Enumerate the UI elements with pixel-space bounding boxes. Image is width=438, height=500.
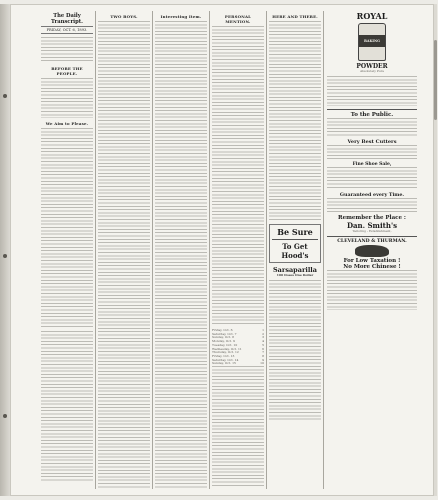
column-rule xyxy=(323,11,324,489)
text-block xyxy=(327,118,417,136)
schedule-number: 6 xyxy=(262,346,264,351)
text-block xyxy=(41,37,93,63)
be-sure-heading: Be Sure xyxy=(277,227,313,237)
schedule-number: 1 xyxy=(262,328,264,332)
schedule-number: 10 xyxy=(260,361,264,366)
column-heading: We Aim to Please. xyxy=(45,121,89,126)
schedule-date: Sunday, Oct. 8 xyxy=(212,335,234,340)
schedule-date: Monday, Oct. 9 xyxy=(212,339,235,344)
tailoring-line: Tailoring - Establishment, xyxy=(352,228,392,233)
column-1 xyxy=(41,11,93,489)
text-block xyxy=(327,167,417,189)
absolutely-pure-line: Absolutely Pure xyxy=(359,69,385,73)
schedule-date: Sunday, Oct. 15 xyxy=(212,361,236,366)
dan-smith-heading: Dan. Smith's xyxy=(346,220,398,230)
schedule-date: Tuesday, Oct. 10 xyxy=(212,342,238,347)
column-3 xyxy=(155,11,207,489)
schedule-number: 3 xyxy=(262,335,264,340)
text-block xyxy=(327,145,417,159)
ad-divider xyxy=(327,109,417,110)
text-block xyxy=(212,366,264,486)
text-block xyxy=(327,198,417,212)
text-block xyxy=(269,21,321,221)
hoods-ad xyxy=(269,224,321,263)
remember-heading: Remember the Place : xyxy=(338,214,406,221)
royal-heading: ROYAL xyxy=(356,11,388,21)
masthead: The Daily Transcript. xyxy=(51,13,83,25)
schedule-date: Saturday, Oct. 14 xyxy=(212,357,239,362)
guarantee-line: Guaranteed every Time. xyxy=(339,191,405,198)
schedule-number: 7 xyxy=(262,350,264,355)
powder-heading: POWDER xyxy=(356,63,388,70)
column-2 xyxy=(98,11,150,489)
can-label: BAKING xyxy=(363,39,381,43)
text-block xyxy=(327,76,417,106)
schedule-list xyxy=(212,329,264,366)
text-block xyxy=(212,26,264,326)
column-rule xyxy=(95,11,96,489)
baking-powder-can-icon xyxy=(358,23,386,61)
schedule-number: 5 xyxy=(262,342,264,347)
text-block xyxy=(98,21,150,489)
column-ads xyxy=(327,11,417,489)
text-block xyxy=(41,128,93,328)
binding-hole xyxy=(3,414,7,418)
column-4 xyxy=(212,11,264,489)
page-binding-edge xyxy=(0,4,10,496)
column-heading: HERE AND THERE. xyxy=(272,14,318,19)
schedule-date: Thursday, Oct. 12 xyxy=(212,350,239,355)
no-chinese-heading: No More Chinese ! xyxy=(343,263,401,270)
schedule-number: 8 xyxy=(262,353,264,358)
schedule-date: Friday, Oct. 6 xyxy=(212,328,233,332)
text-block xyxy=(155,21,207,489)
newspaper-page xyxy=(10,4,434,496)
text-block xyxy=(269,280,321,420)
binding-hole xyxy=(3,254,7,258)
text-block xyxy=(41,331,93,481)
schedule-number: 9 xyxy=(262,357,264,362)
column-heading: PERSONAL MENTION. xyxy=(224,14,252,24)
dateline: FRIDAY, OCT. 6, 1893. xyxy=(41,26,93,34)
schedule-date: Wednesday, Oct. 11 xyxy=(212,346,242,351)
column-5 xyxy=(269,11,321,489)
column-heading: TWO BOYS. xyxy=(110,14,138,19)
text-block xyxy=(327,270,417,310)
very-best-cutters-line: Very Best Cutters xyxy=(347,138,397,145)
hoods-heading: Hood's xyxy=(281,251,309,260)
cleveland-thurman-heading: CLEVELAND & THURMAN. xyxy=(337,238,407,244)
rooster-emblem-icon xyxy=(355,245,389,257)
column-rule xyxy=(266,11,267,489)
binding-hole xyxy=(3,94,7,98)
low-taxation-heading: For Low Taxation ! xyxy=(343,257,401,264)
schedule-number: 2 xyxy=(262,331,264,336)
column-heading: BEFORE THE PEOPLE. xyxy=(51,66,83,76)
to-the-public-heading: To the Public. xyxy=(350,111,394,118)
column-heading: Interesting Item. xyxy=(160,14,202,19)
column-rule xyxy=(152,11,153,489)
to-get-heading: To Get xyxy=(282,242,308,251)
ad-divider xyxy=(272,239,318,240)
schedule-date: Saturday, Oct. 7 xyxy=(212,331,237,336)
sarsaparilla-subline: 100 Doses One Dollar xyxy=(276,273,314,277)
sarsaparilla-heading: Sarsaparilla xyxy=(272,266,317,274)
ad-divider xyxy=(327,236,417,237)
fine-shoe-sale-line: Fine Shoe Sale, xyxy=(352,161,392,167)
scrollbar-thumb[interactable] xyxy=(434,40,437,120)
schedule-date: Friday, Oct. 13 xyxy=(212,353,235,358)
column-rule xyxy=(209,11,210,489)
text-block xyxy=(41,78,93,118)
schedule-number: 4 xyxy=(262,339,264,344)
